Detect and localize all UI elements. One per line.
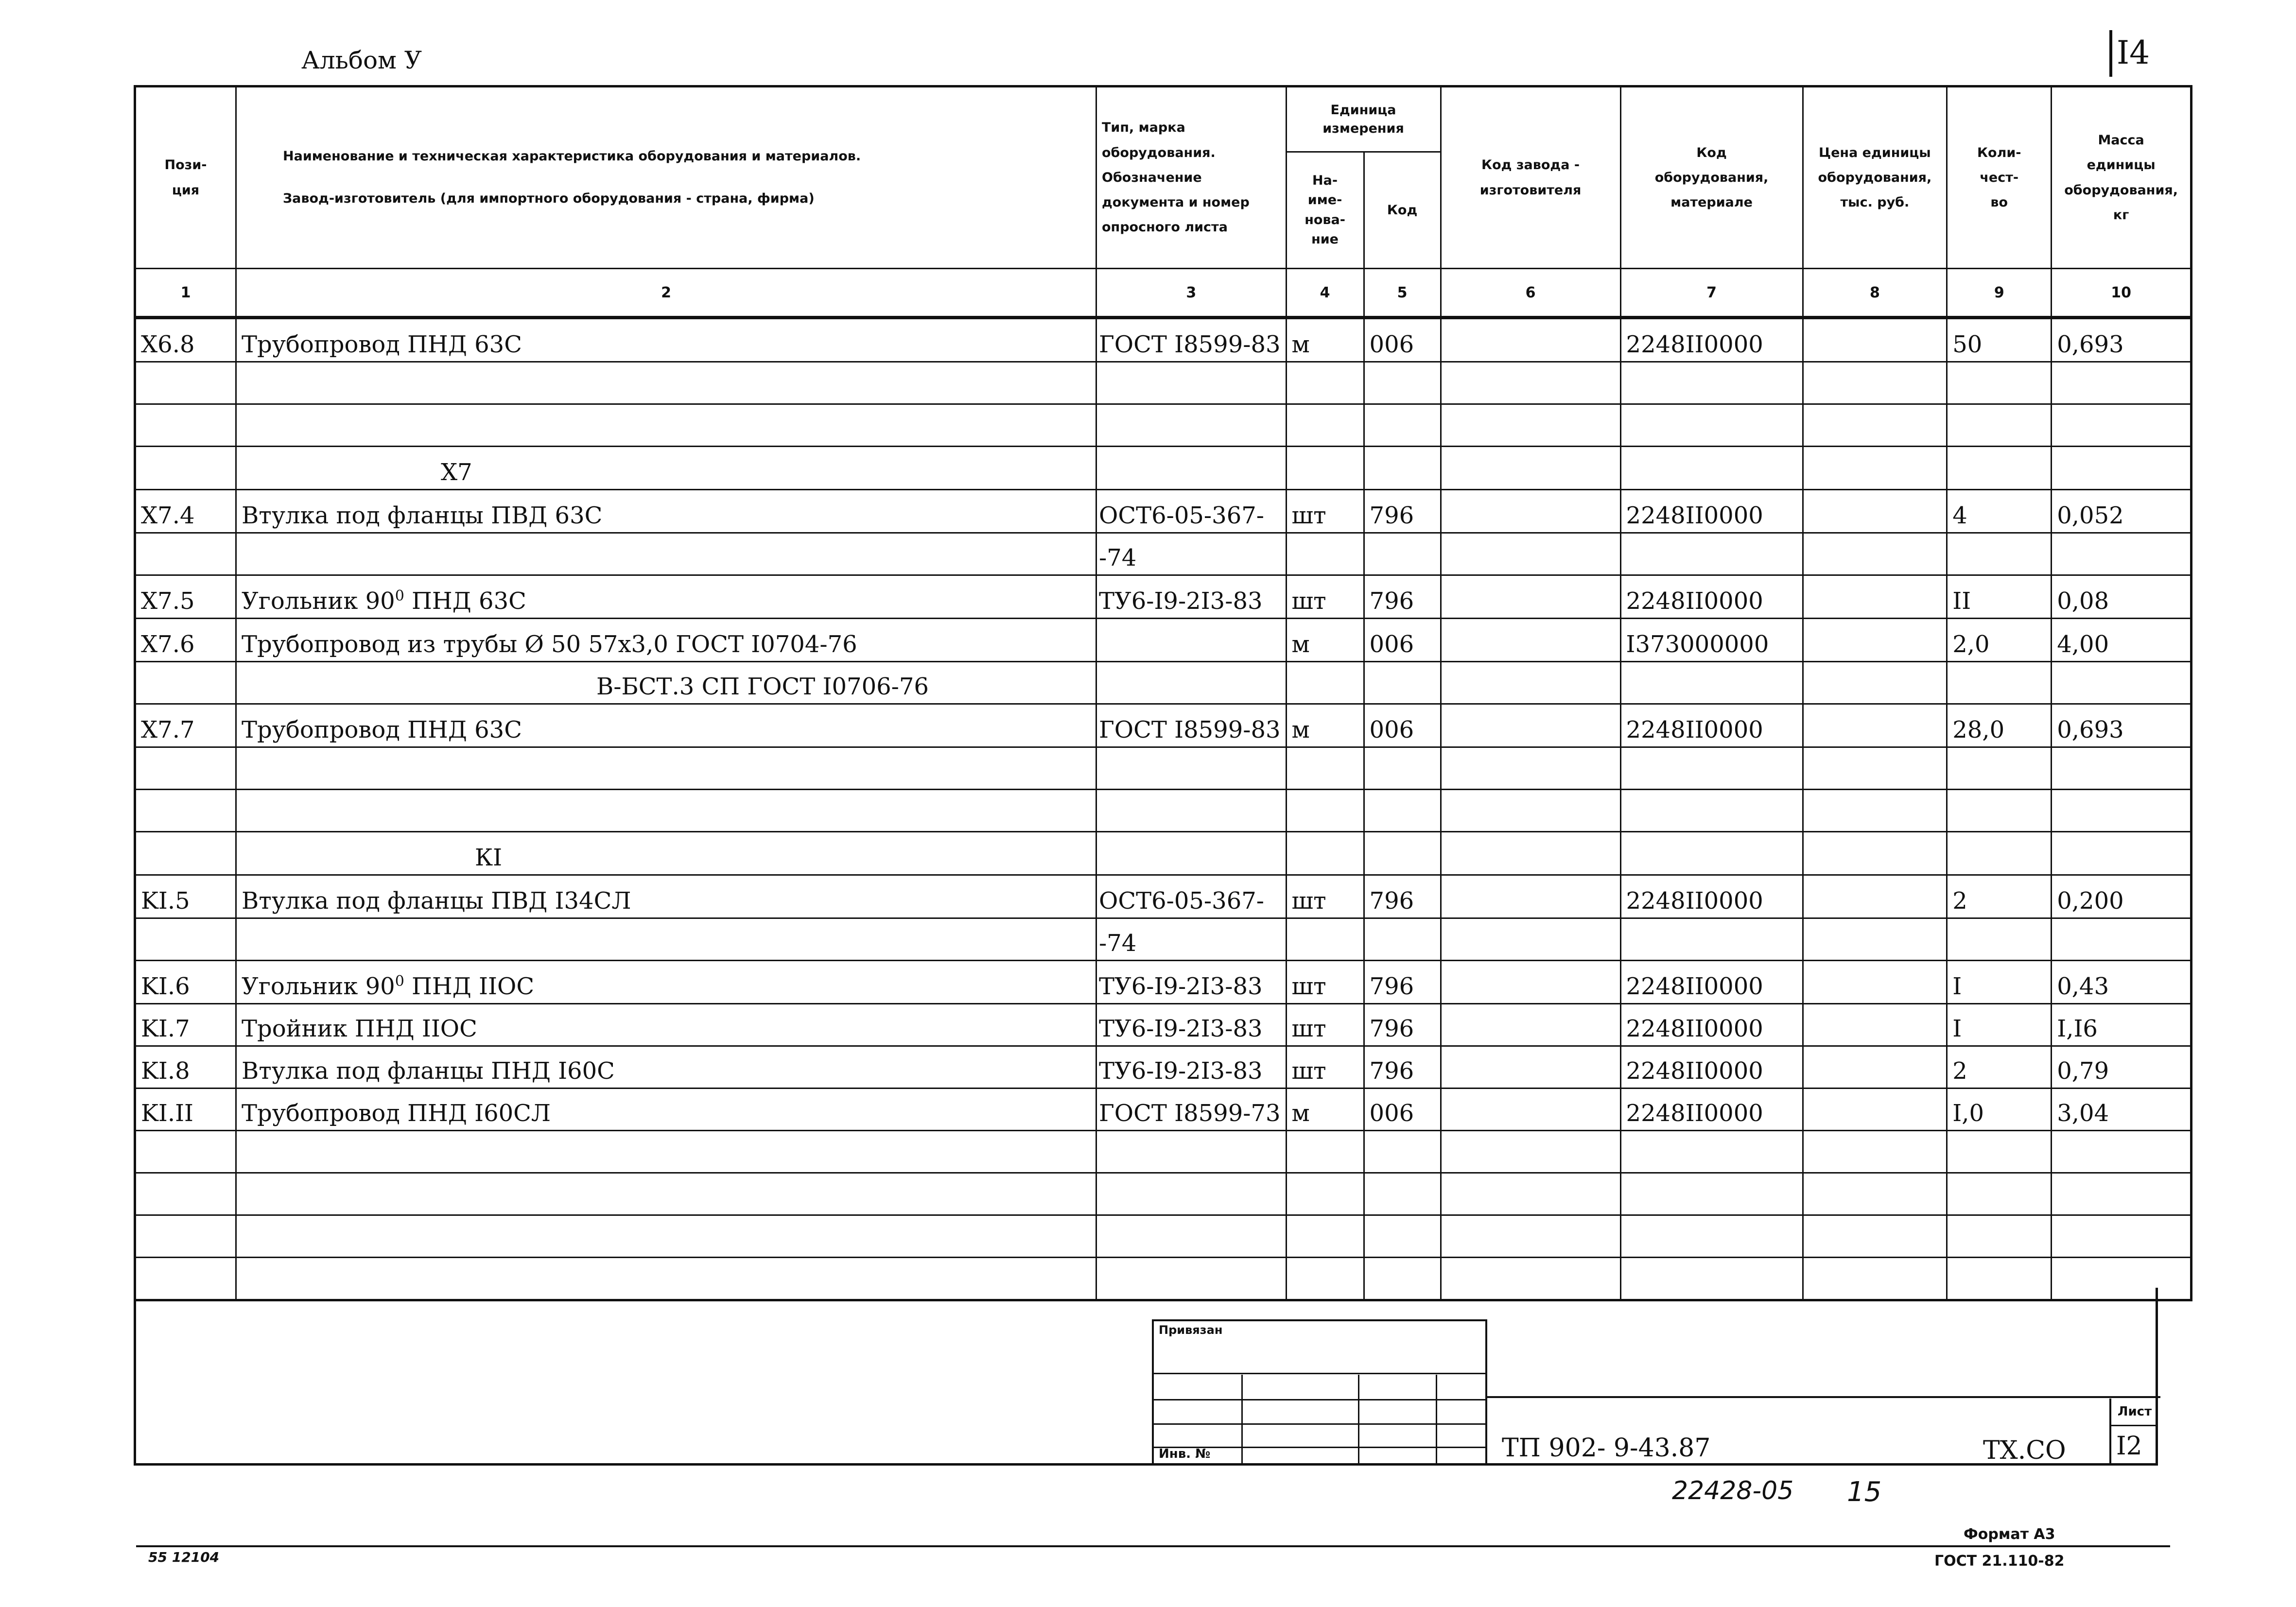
table-row-empty [135,790,2192,832]
table-row [135,1046,2192,1089]
cell-unit: шт [1286,961,1364,1004]
cell-material-code: 2248II0000 [1620,704,1803,747]
cell-position: KI.6 [135,961,236,1004]
specification-table [134,85,2192,1301]
cell-name [236,961,1096,1004]
cell-name: Трубопровод ПНД 63С [236,318,1096,362]
cell-unit-code: 796 [1364,1046,1441,1089]
album-label: Альбом У [301,46,422,74]
cell-price [1803,1089,1947,1131]
col-number: 10 [2052,269,2192,318]
cell-qty: 50 [1947,318,2052,362]
cell-unit-code: 796 [1364,875,1441,918]
cell-price [1803,619,1947,662]
col-number: 2 [236,269,1096,318]
cell-price [1803,961,1947,1004]
cell-material-code: 2248II0000 [1620,575,1803,619]
attachment-stamp [1152,1319,1487,1465]
table-row-empty [135,362,2192,404]
table-row [135,490,2192,533]
title-block-line [1487,1396,2160,1398]
cell-mass: 0,200 [2052,875,2192,918]
col-unit-code-header: Код [1364,152,1441,269]
cell-material-code: 2248II0000 [1620,875,1803,918]
footer-line [136,1545,2170,1547]
cell-mass: 0,693 [2052,318,2192,362]
table-row-empty [135,404,2192,447]
stamp-line [1154,1373,1485,1374]
cell-qty: 4 [1947,490,2052,533]
archive-page: 15 [1847,1476,1882,1508]
table-row-group [135,832,2192,875]
table-row [135,619,2192,662]
cell-doc-continuation: -74 [1096,533,1287,575]
stamp-divider [1358,1375,1359,1463]
cell-position: X7.4 [135,490,236,533]
cell-unit: м [1286,318,1364,362]
cell-material-code: 2248II0000 [1620,490,1803,533]
title-block-frame [134,1288,2158,1466]
table-row [135,1004,2192,1046]
name-text: ПНД 63С [404,588,526,615]
table-row-empty [135,1131,2192,1173]
group-heading-k1: КI [236,832,1096,875]
cell-qty: I,0 [1947,1089,2052,1131]
cell-mass: 0,79 [2052,1046,2192,1089]
cell-unit: м [1286,704,1364,747]
cell-qty: I [1947,1004,2052,1046]
table-row-group [135,447,2192,490]
cell-unit: шт [1286,490,1364,533]
cell-price [1803,1046,1947,1089]
cell-factory-code [1441,575,1620,619]
cell-doc-continuation: -74 [1096,918,1287,961]
cell-doc: ОСТ6-05-367- [1096,490,1287,533]
col-unit-group-header: Единица измерения [1286,86,1441,152]
cell-position: X7.5 [135,575,236,619]
cell-position: KI.8 [135,1046,236,1089]
cell-position: KI.II [135,1089,236,1131]
cell-material-code: 2248II0000 [1620,1046,1803,1089]
cell-material-code: 2248II0000 [1620,1004,1803,1046]
cell-name: Втулка под фланцы ПВД I34СЛ [236,875,1096,918]
table-row [135,318,2192,362]
cell-doc: ТУ6-I9-2I3-83 [1096,961,1287,1004]
cell-unit-code: 006 [1364,318,1441,362]
cell-name: Трубопровод ПНД I60СЛ [236,1089,1096,1131]
cell-doc: ГОСТ I8599-83 [1096,318,1287,362]
col-number: 7 [1620,269,1803,318]
cell-doc: ГОСТ I8599-83 [1096,704,1287,747]
cell-doc: ТУ6-I9-2I3-83 [1096,575,1287,619]
page-number-bar [2109,30,2112,77]
cell-position: KI.5 [135,875,236,918]
cell-mass: 0,08 [2052,575,2192,619]
col-name-header: Наименование и техническая характеристика оборудования и материалов. Завод-изготовитель (для импортного оборудования - страна, фирма) [236,86,1096,269]
cell-qty: 2 [1947,1046,2052,1089]
footer-code: 55 12104 [148,1549,220,1565]
cell-mass: 0,693 [2052,704,2192,747]
col-number: 1 [135,269,236,318]
table-row [135,875,2192,918]
degree-superscript: 0 [395,588,404,605]
cell-price [1803,1004,1947,1046]
table-row-continuation [135,662,2192,704]
col-mass-header: Масса единицы оборудования, кг [2052,86,2192,269]
table-row [135,575,2192,619]
table-row-empty [135,1215,2192,1258]
table-row [135,704,2192,747]
cell-price [1803,704,1947,747]
cell-unit-code: 006 [1364,619,1441,662]
cell-unit: шт [1286,1046,1364,1089]
cell-position: X6.8 [135,318,236,362]
cell-material-code: I373000000 [1620,619,1803,662]
table-row-empty [135,1173,2192,1215]
cell-qty: I [1947,961,2052,1004]
stamp-attached-label: Привязан [1159,1323,1223,1337]
col-number: 6 [1441,269,1620,318]
cell-material-code: 2248II0000 [1620,961,1803,1004]
name-text: ПНД IIОС [404,973,535,1000]
cell-name-continuation: В-БСТ.3 СП ГОСТ I0706-76 [236,662,1096,704]
cell-unit: м [1286,1089,1364,1131]
cell-unit-code: 796 [1364,961,1441,1004]
cell-unit: шт [1286,875,1364,918]
cell-factory-code [1441,490,1620,533]
stamp-inventory-label: Инв. № [1159,1447,1211,1461]
cell-factory-code [1441,1046,1620,1089]
cell-factory-code [1441,1004,1620,1046]
col-material-code-header: Код оборудования, материале [1620,86,1803,269]
col-number: 5 [1364,269,1441,318]
cell-price [1803,490,1947,533]
cell-qty: II [1947,575,2052,619]
col-number: 9 [1947,269,2052,318]
cell-unit-code: 006 [1364,704,1441,747]
col-unit-name-header: На-име-нова-ние [1286,152,1364,269]
cell-name: Трубопровод ПНД 63С [236,704,1096,747]
sheet-box [2109,1399,2158,1466]
table-row-continuation [135,918,2192,961]
table-row [135,1089,2192,1131]
name-text: Угольник 90 [242,973,395,1000]
cell-mass: 0,052 [2052,490,2192,533]
cell-name: Тройник ПНД IIОС [236,1004,1096,1046]
name-text: Угольник 90 [242,588,395,615]
group-heading-x7: Х7 [236,447,1096,490]
cell-price [1803,575,1947,619]
cell-factory-code [1441,704,1620,747]
cell-factory-code [1441,619,1620,662]
page-number: I4 [2117,34,2150,71]
cell-mass: 4,00 [2052,619,2192,662]
standard-label: ГОСТ 21.110-82 [1934,1553,2065,1570]
cell-mass: I,I6 [2052,1004,2192,1046]
column-number-row [135,269,2192,318]
cell-doc: ОСТ6-05-367- [1096,875,1287,918]
document-section: ТХ.СО [1983,1436,2066,1465]
cell-name: Трубопровод из трубы Ø 50 57х3,0 ГОСТ I0704-76 [236,619,1096,662]
table-row [135,961,2192,1004]
col-number: 3 [1096,269,1287,318]
col-position-header: Пози- ция [135,86,236,269]
cell-price [1803,875,1947,918]
sheet-number: I2 [2116,1432,2142,1461]
archive-number: 22428-05 [1672,1476,1794,1505]
cell-unit: шт [1286,575,1364,619]
cell-unit-code: 006 [1364,1089,1441,1131]
cell-doc: ТУ6-I9-2I3-83 [1096,1046,1287,1089]
sheet-label: Лист [2111,1399,2158,1426]
cell-material-code: 2248II0000 [1620,1089,1803,1131]
cell-factory-code [1441,1089,1620,1131]
format-label: Формат А3 [1964,1526,2055,1543]
cell-unit-code: 796 [1364,575,1441,619]
cell-unit: шт [1286,1004,1364,1046]
cell-mass: 3,04 [2052,1089,2192,1131]
cell-unit-code: 796 [1364,490,1441,533]
table-row-continuation [135,533,2192,575]
cell-mass: 0,43 [2052,961,2192,1004]
cell-doc: ТУ6-I9-2I3-83 [1096,1004,1287,1046]
col-doc-header: Тип, марка оборудования. Обозначение документа и номер опросного листа [1096,86,1287,269]
table-row-empty [135,747,2192,790]
col-number: 4 [1286,269,1364,318]
cell-price [1803,318,1947,362]
cell-position: X7.7 [135,704,236,747]
cell-doc: ГОСТ I8599-73 [1096,1089,1287,1131]
cell-doc [1096,619,1287,662]
cell-factory-code [1441,875,1620,918]
stamp-divider [1241,1375,1243,1463]
degree-superscript: 0 [395,973,404,990]
cell-qty: 2 [1947,875,2052,918]
cell-factory-code [1441,961,1620,1004]
cell-name: Втулка под фланцы ПВД 63С [236,490,1096,533]
cell-name: Втулка под фланцы ПНД I60С [236,1046,1096,1089]
cell-position: X7.6 [135,619,236,662]
cell-position: KI.7 [135,1004,236,1046]
cell-factory-code [1441,318,1620,362]
cell-qty: 2,0 [1947,619,2052,662]
cell-unit-code: 796 [1364,1004,1441,1046]
cell-unit: м [1286,619,1364,662]
cell-qty: 28,0 [1947,704,2052,747]
col-price-header: Цена единицы оборудования, тыс. руб. [1803,86,1947,269]
col-factory-code-header: Код завода - изготовителя [1441,86,1620,269]
document-designation: ТП 902- 9-43.87 [1502,1434,1711,1463]
cell-name [236,575,1096,619]
col-number: 8 [1803,269,1947,318]
stamp-divider [1436,1375,1437,1463]
cell-material-code: 2248II0000 [1620,318,1803,362]
col-qty-header: Коли-чест-во [1947,86,2052,269]
